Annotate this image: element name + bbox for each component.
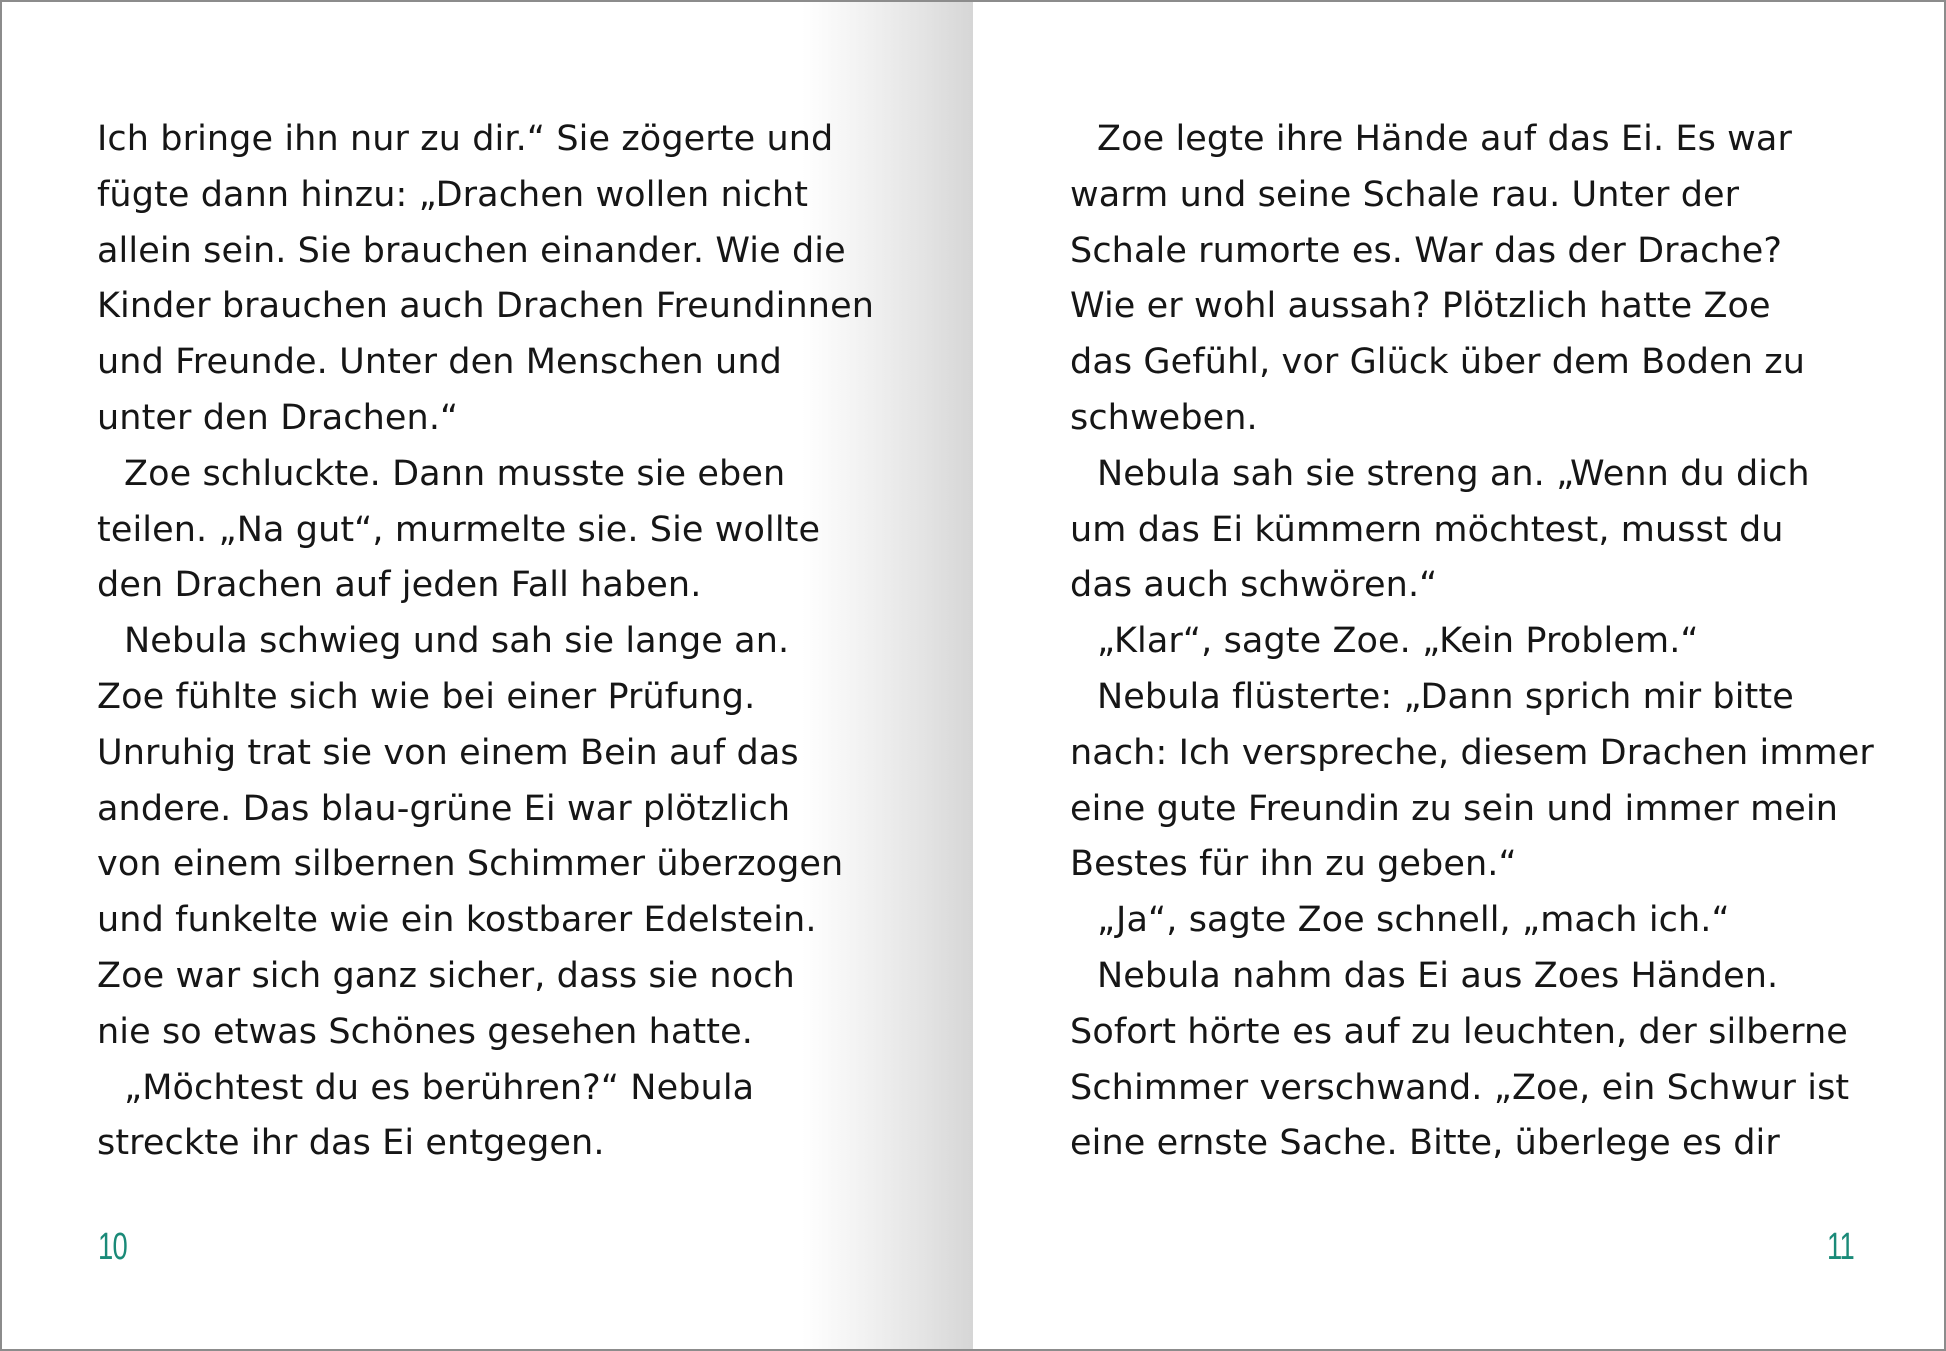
text-line: schweben.: [1070, 397, 1258, 438]
text-line: eine ernste Sache. Bitte, überlege es dir: [1070, 1123, 1780, 1164]
text-line: teilen. „Na gut“, murmelte sie. Sie wollte: [97, 509, 821, 550]
text-line: Sofort hörte es auf zu leuchten, der silberne: [1070, 1011, 1848, 1052]
text-line: Zoe war sich ganz sicher, dass sie noch: [97, 955, 795, 996]
text-line: Wie er wohl aussah? Plötzlich hatte Zoe: [1070, 286, 1771, 327]
text-line: um das Ei kümmern möchtest, musst du: [1070, 509, 1784, 550]
text-line: den Drachen auf jeden Fall haben.: [97, 565, 702, 606]
text-line: allein sein. Sie brauchen einander. Wie die: [97, 230, 846, 271]
text-line: und Freunde. Unter den Menschen und: [97, 342, 782, 383]
right-page-text: [1070, 112, 1874, 1172]
text-line: nie so etwas Schönes gesehen hatte.: [97, 1011, 753, 1052]
text-line: „Möchtest du es berühren?“ Nebula: [124, 1067, 755, 1108]
text-line: Zoe fühlte sich wie bei einer Prüfung.: [97, 676, 756, 717]
text-line: Nebula sah sie streng an. „Wenn du dich: [1097, 453, 1810, 494]
text-line: das auch schwören.“: [1070, 565, 1438, 606]
left-page-text: [97, 112, 874, 1172]
text-line: „Klar“, sagte Zoe. „Kein Problem.“: [1097, 621, 1699, 662]
page-number-right: 11: [1827, 1226, 1854, 1268]
text-line: Zoe schluckte. Dann musste sie eben: [124, 453, 786, 494]
text-line: von einem silbernen Schimmer überzogen: [97, 844, 844, 885]
text-line: unter den Drachen.“: [97, 397, 459, 438]
text-line: Ich bringe ihn nur zu dir.“ Sie zögerte und: [97, 119, 834, 159]
text-line: Zoe legte ihre Hände auf das Ei. Es war: [1097, 119, 1792, 159]
text-line: Bestes für ihn zu geben.“: [1070, 844, 1517, 885]
text-line: Unruhig trat sie von einem Bein auf das: [97, 732, 799, 773]
text-line: Kinder brauchen auch Drachen Freundinnen: [97, 286, 874, 327]
text-line: streckte ihr das Ei entgegen.: [97, 1123, 605, 1164]
text-line: warm und seine Schale rau. Unter der: [1070, 174, 1740, 215]
text-line: eine gute Freundin zu sein und immer mein: [1070, 788, 1839, 829]
text-line: fügte dann hinzu: „Drachen wollen nicht: [97, 174, 809, 215]
right-page: [973, 2, 1944, 1349]
text-line: und funkelte wie ein kostbarer Edelstein.: [97, 900, 817, 941]
text-line: „Ja“, sagte Zoe schnell, „mach ich.“: [1097, 900, 1730, 941]
text-line: nach: Ich verspreche, diesem Drachen immer: [1070, 732, 1874, 773]
text-line: Nebula schwieg und sah sie lange an.: [124, 621, 790, 662]
text-line: Schimmer verschwand. „Zoe, ein Schwur ist: [1070, 1067, 1850, 1108]
page-number-left: 10: [98, 1226, 128, 1268]
text-line: Nebula nahm das Ei aus Zoes Händen.: [1097, 955, 1779, 996]
left-page: [2, 2, 973, 1349]
text-line: Schale rumorte es. War das der Drache?: [1070, 230, 1783, 271]
text-line: Nebula flüsterte: „Dann sprich mir bitte: [1097, 676, 1794, 717]
text-line: andere. Das blau-grüne Ei war plötzlich: [97, 788, 791, 829]
text-line: das Gefühl, vor Glück über dem Boden zu: [1070, 342, 1806, 383]
